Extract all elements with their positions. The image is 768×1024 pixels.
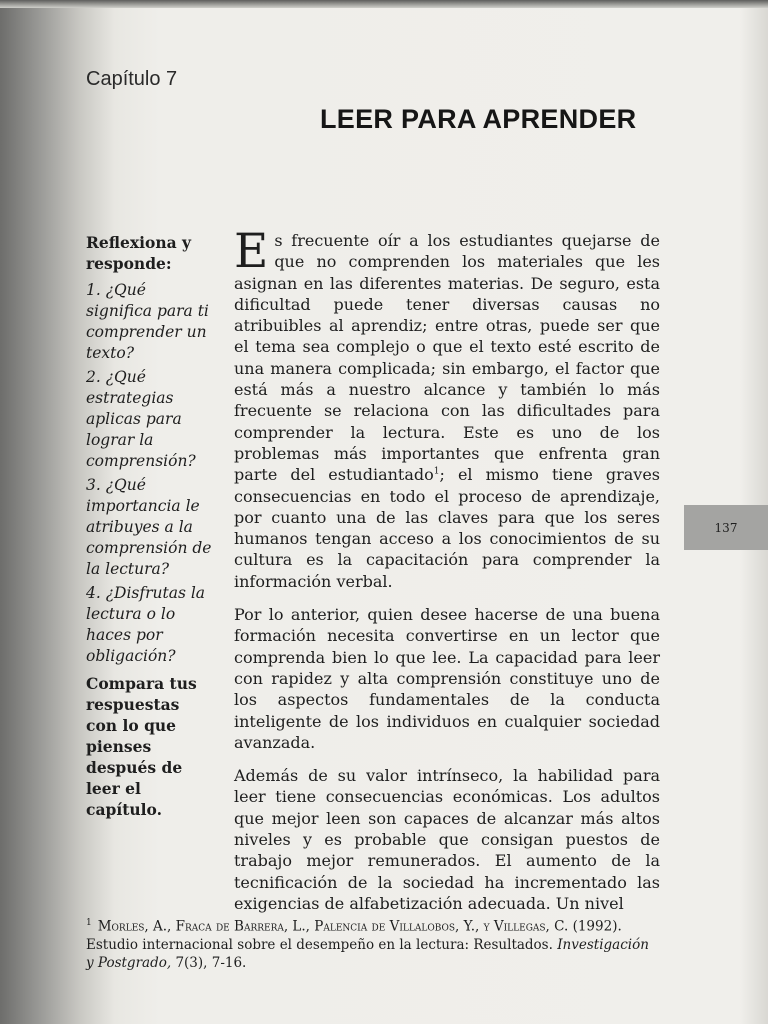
body-text bbox=[234, 224, 660, 926]
chapter-label: Capítulo 7 bbox=[86, 68, 178, 90]
paragraph: Por lo anterior, quien desee hacerse de una buena formación necesita convertirse en un lector que comprenda bien lo que lee. La capacidad para leer con rapidez y alta comprensión constituye uno de los aspectos fundamentales de la conducta inteligente de los individuos en cualquier sociedad avanzada. bbox=[234, 605, 660, 752]
sidebar-question: 2. ¿Qué estrategias aplicas para lograr la comprensión? bbox=[86, 368, 196, 470]
page-number-tab bbox=[684, 505, 768, 550]
drop-cap: E bbox=[234, 224, 269, 279]
sidebar-closing: Compara tus respuestas con lo que pienses después de leer el capítulo. bbox=[86, 674, 197, 819]
page-top-edge bbox=[0, 0, 768, 8]
footnote-volume: 7(3), 7-16. bbox=[175, 954, 247, 971]
footnote-mark: 1 bbox=[86, 918, 92, 928]
sidebar-question: 4. ¿Disfrutas la lectura o lo haces por obligación? bbox=[86, 584, 206, 665]
paragraph: Además de su valor intrínseco, la habilidad para leer tiene consecuencias económicas. Los adultos que mejor leen son capaces de alcanzar más altos niveles y es probable que consigan puestos de trabajo mejor remunerados. El aumento de la tecnificación de la sociedad ha incrementado las exigencias de alfabetización adecuada. Un nivel bbox=[234, 766, 660, 913]
footnote-year-title: (1992). Estudio internacional sobre el desempeño en la lectura: Resultados. bbox=[86, 918, 622, 953]
chapter-title: LEER PARA APRENDER bbox=[320, 104, 637, 134]
footnote-authors: Morles, A., Fraca de Barrera, L., Palencia de Villalobos, Y., y Villegas, C. bbox=[97, 918, 569, 935]
footnote-reference: 1 bbox=[433, 466, 440, 477]
sidebar-question: 3. ¿Qué importancia le atribuyes a la comprensión de la lectura? bbox=[86, 476, 212, 578]
sidebar-question: 1. ¿Qué significa para ti comprender un texto? bbox=[86, 281, 209, 362]
footnote bbox=[86, 914, 660, 972]
reflection-sidebar bbox=[86, 232, 214, 820]
paragraph-text: ; el mismo tiene graves consecuencias en todo el proceso de aprendizaje, por cuanto una de las claves para que los seres humanos tengan acceso a los conocimientos de su cultura es la capacitación para comprender la información verbal. bbox=[234, 465, 660, 591]
footnote-journal: Investigación y Postgrado, bbox=[86, 936, 649, 971]
sidebar-heading: Reflexiona y responde: bbox=[86, 233, 192, 273]
page-number: 137 bbox=[714, 520, 738, 535]
paragraph-text: s frecuente oír a los estudiantes quejarse de que no comprenden los materiales que les asignan en las diferentes materias. De seguro, esta dificultad puede tener diversas causas no atribuibles al aprendiz; entre otras, puede ser que el tema sea complejo o que el texto esté escrito de una manera complicada; sin embargo, el factor que está más a nuestro alcance y también lo más frecuente se relaciona con las dificultades para comprender la lectura. Este es uno de los problemas más importantes que enfrenta gran parte del estudiantado bbox=[234, 231, 660, 485]
paragraph bbox=[234, 224, 660, 592]
